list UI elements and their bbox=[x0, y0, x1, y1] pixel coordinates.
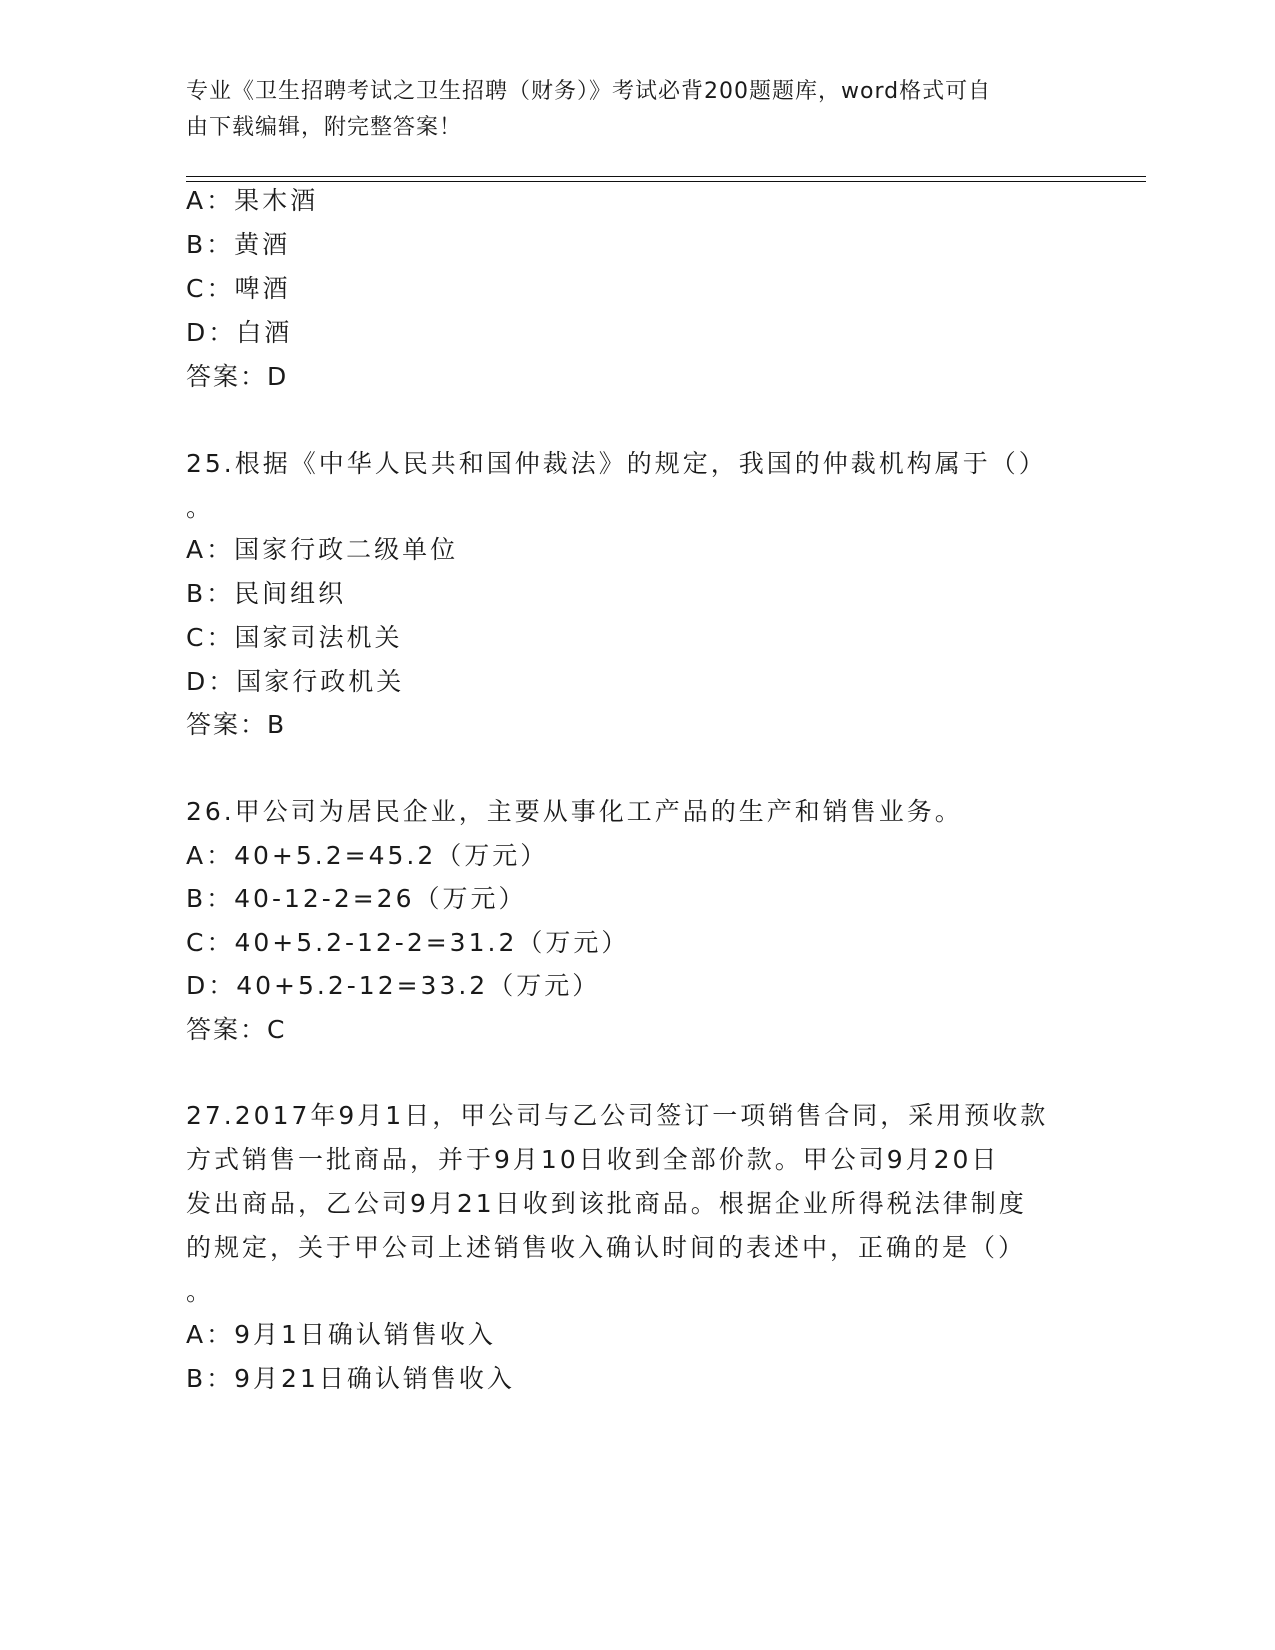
q24-option-b: B：黄酒 bbox=[186, 230, 291, 259]
q25-stem: 25.根据《中华人民共和国仲裁法》的规定，我国的仲裁机构属于（） bbox=[186, 449, 1047, 478]
q26-answer: 答案：C bbox=[186, 1015, 287, 1044]
q25-option-d: D：国家行政机关 bbox=[186, 667, 405, 696]
q27-stem-line-4: 的规定，关于甲公司上述销售收入确认时间的表述中，正确的是（） bbox=[186, 1233, 1027, 1262]
q25-option-c: C：国家司法机关 bbox=[186, 623, 403, 652]
q27-stem-tail: 。 bbox=[186, 1277, 215, 1306]
header-line-2: 由下载编辑，附完整答案！ bbox=[186, 115, 463, 140]
q24-answer: 答案：D bbox=[186, 362, 289, 391]
q24-option-c: C：啤酒 bbox=[186, 274, 291, 303]
document-header bbox=[186, 74, 1086, 146]
q25-stem-tail: 。 bbox=[186, 493, 215, 522]
header-divider-bottom bbox=[186, 181, 1146, 182]
q26-option-a: A：40+5.2=45.2（万元） bbox=[186, 841, 549, 870]
header-line-1: 专业《卫生招聘考试之卫生招聘（财务）》考试必背200题题库，word格式可自 bbox=[186, 79, 992, 104]
q25-answer: 答案：B bbox=[186, 710, 287, 739]
q24-option-a: A：果木酒 bbox=[186, 186, 319, 215]
header-divider-top bbox=[186, 176, 1146, 177]
q27-stem-line-1: 27.2017年9月1日，甲公司与乙公司签订一项销售合同，采用预收款 bbox=[186, 1101, 1049, 1130]
q26-option-b: B：40-12-2=26（万元） bbox=[186, 884, 527, 913]
q27-option-b: B：9月21日确认销售收入 bbox=[186, 1364, 515, 1393]
q26-stem: 26.甲公司为居民企业，主要从事化工产品的生产和销售业务。 bbox=[186, 797, 963, 826]
q25-option-a: A：国家行政二级单位 bbox=[186, 535, 459, 564]
q27-option-a: A：9月1日确认销售收入 bbox=[186, 1320, 496, 1349]
q24-option-d: D：白酒 bbox=[186, 318, 293, 347]
q26-option-d: D：40+5.2-12=33.2（万元） bbox=[186, 971, 601, 1000]
q27-stem-line-2: 方式销售一批商品，并于9月10日收到全部价款。甲公司9月20日 bbox=[186, 1145, 1000, 1174]
q25-option-b: B：民间组织 bbox=[186, 579, 347, 608]
q27-stem-line-3: 发出商品，乙公司9月21日收到该批商品。根据企业所得税法律制度 bbox=[186, 1189, 1027, 1218]
q26-option-c: C：40+5.2-12-2=31.2（万元） bbox=[186, 928, 630, 957]
